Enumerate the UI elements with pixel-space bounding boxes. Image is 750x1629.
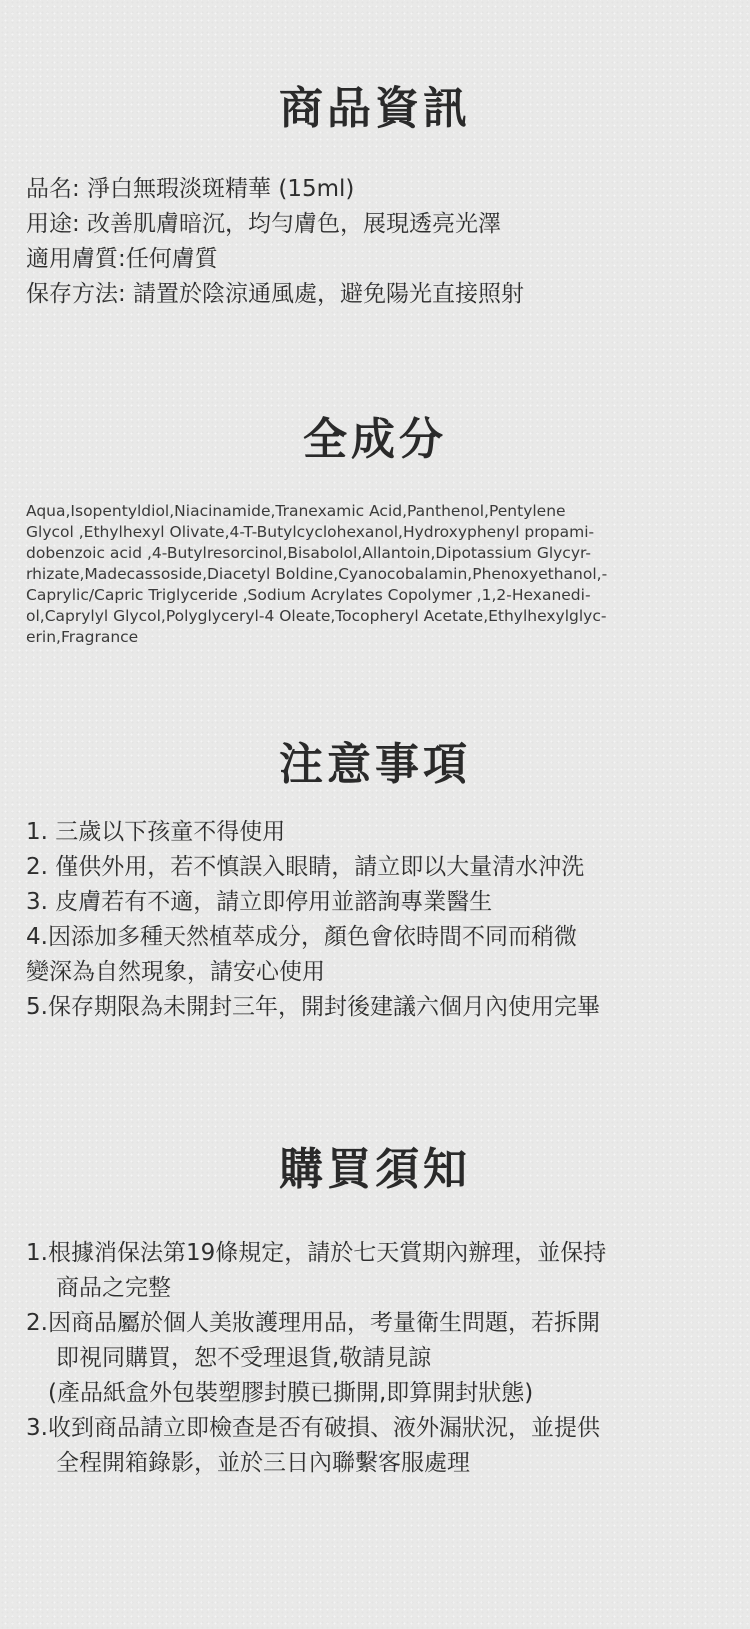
product-usage-line: 用途: 改善肌膚暗沉，均勻膚色，展現透亮光澤	[26, 211, 502, 237]
ingredients-line: ol,Caprylyl Glycol,Polyglyceryl-4 Oleate,Tocopheryl Acetate,Ethylhexylglyc-	[26, 607, 607, 625]
note-item: 3. 皮膚若有不適，請立即停用並諮詢專業醫生	[26, 889, 493, 915]
note-item: 5.保存期限為未開封三年，開封後建議六個月內使用完畢	[26, 994, 600, 1020]
purchase-item: 3.收到商品請立即檢查是否有破損、液外漏狀況，並提供	[26, 1415, 600, 1441]
ingredients-text	[26, 501, 706, 648]
ingredients-line: rhizate,Madecassoside,Diacetyl Boldine,Cyanocobalamin,Phenoxyethanol,-	[26, 565, 608, 583]
ingredients-line: Aqua,Isopentyldiol,Niacinamide,Tranexamic Acid,Panthenol,Pentylene	[26, 502, 566, 520]
purchase-item: 1.根據消保法第19條規定，請於七天賞期內辦理，並保持	[26, 1240, 607, 1266]
purchase-item: 商品之完整	[56, 1275, 171, 1301]
purchase-notice-heading: 購買須知	[279, 1144, 471, 1195]
ingredients-line: Caprylic/Capric Triglyceride ,Sodium Acrylates Copolymer ,1,2-Hexanedi-	[26, 586, 591, 604]
note-item: 變深為自然現象，請安心使用	[26, 959, 325, 985]
ingredients-line: dobenzoic acid ,4-Butylresorcinol,Bisabolol,Allantoin,Dipotassium Glycyr-	[26, 544, 591, 562]
notes-heading: 注意事項	[279, 739, 471, 790]
storage-line: 保存方法: 請置於陰涼通風處，避免陽光直接照射	[26, 281, 525, 307]
purchase-item: 全程開箱錄影，並於三日內聯繫客服處理	[56, 1450, 470, 1476]
ingredients-line: Glycol ,Ethylhexyl Olivate,4-T-Butylcyclohexanol,Hydroxyphenyl propami-	[26, 523, 595, 541]
note-item: 4.因添加多種天然植萃成分，顏色會依時間不同而稍微	[26, 924, 577, 950]
purchase-item: (產品紙盒外包裝塑膠封膜已撕開,即算開封狀態)	[48, 1380, 534, 1406]
purchase-item: 即視同購買，恕不受理退貨,敬請見諒	[56, 1345, 432, 1371]
skin-type-line: 適用膚質:任何膚質	[26, 246, 218, 272]
product-name-line: 品名: 淨白無瑕淡斑精華 (15ml)	[26, 176, 355, 202]
ingredients-heading: 全成分	[303, 414, 447, 465]
product-info-list	[26, 172, 736, 312]
note-item: 1. 三歲以下孩童不得使用	[26, 819, 286, 845]
purchase-item: 2.因商品屬於個人美妝護理用品，考量衛生問題，若拆開	[26, 1310, 600, 1336]
notes-list	[26, 815, 736, 1025]
purchase-notice-list	[26, 1236, 736, 1481]
product-info-heading: 商品資訊	[279, 83, 471, 134]
ingredients-line: erin,Fragrance	[26, 628, 139, 646]
note-item: 2. 僅供外用，若不慎誤入眼睛，請立即以大量清水沖洗	[26, 854, 585, 880]
